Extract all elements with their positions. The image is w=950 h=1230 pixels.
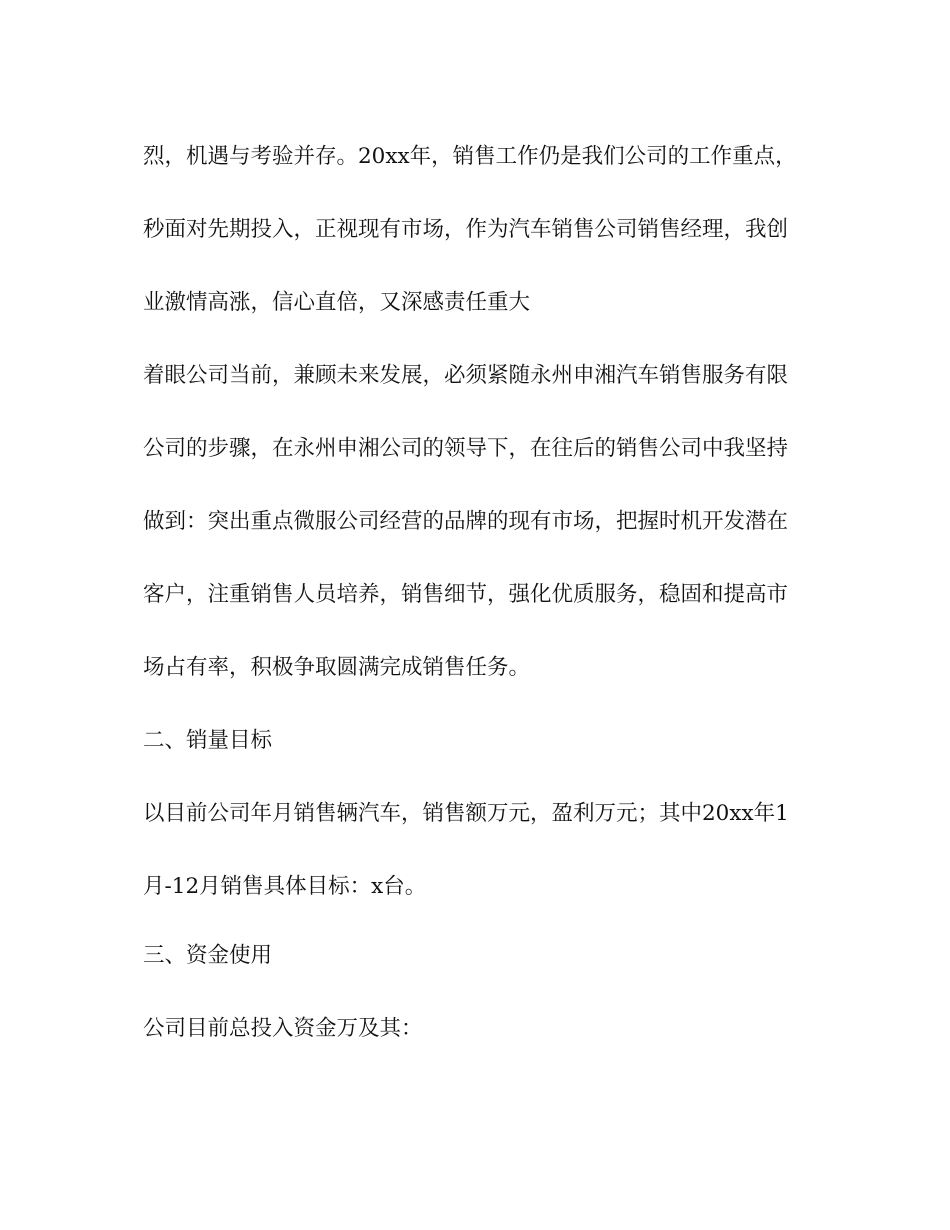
paragraph-line: 场占有率，积极争取圆满完成销售任务。 (143, 655, 531, 680)
paragraph-line: 做到：突出重点微服公司经营的品牌的现有市场，把握时机开发潜在 (143, 509, 789, 534)
section-heading-fund-usage: 三、资金使用 (143, 943, 273, 968)
paragraph-line: 业激情高涨，信心直倍，又深感责任重大 (143, 290, 531, 315)
paragraph-line: 公司目前总投入资金万及其： (143, 1016, 423, 1041)
section-heading-sales-target: 二、销量目标 (143, 728, 273, 753)
paragraph-line: 以目前公司年月销售辆汽车，销售额万元，盈利万元；其中20xx年1 (143, 801, 789, 826)
paragraph-line: 公司的步骤，在永州申湘公司的领导下，在往后的销售公司中我坚持 (143, 436, 789, 461)
paragraph-line: 月-12月销售具体目标：x台。 (143, 874, 427, 899)
paragraph-line: 烈，机遇与考验并存。20xx年，销售工作仍是我们公司的工作重点， (143, 144, 797, 169)
paragraph-line: 着眼公司当前，兼顾未来发展，必须紧随永州申湘汽车销售服务有限 (143, 363, 789, 388)
paragraph-line: 客户，注重销售人员培养，销售细节，强化优质服务，稳固和提高市 (143, 582, 789, 607)
paragraph-line: 秒面对先期投入，正视现有市场，作为汽车销售公司销售经理，我创 (143, 217, 789, 242)
